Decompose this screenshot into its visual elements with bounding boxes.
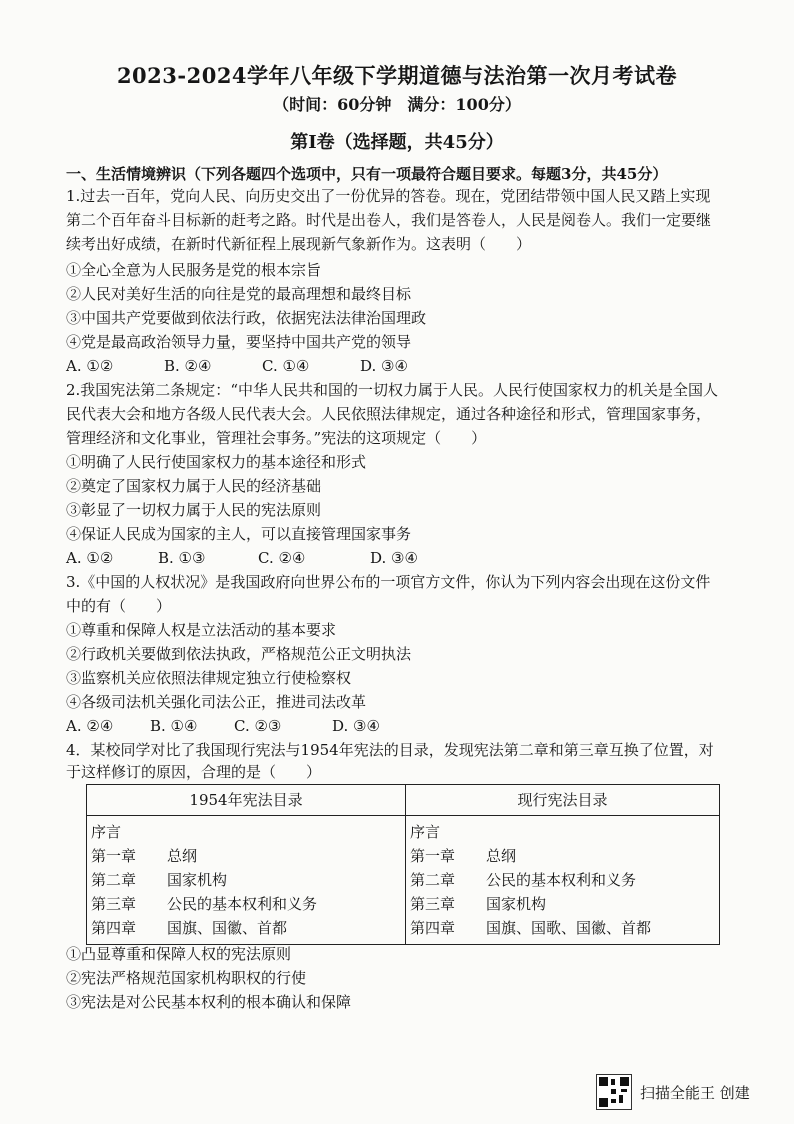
- q1-options: [66, 356, 408, 376]
- table-row: 序言: [91, 823, 122, 841]
- q3-option-a[interactable]: A. ②④: [66, 717, 114, 735]
- table-row: 第三章 国家机构: [410, 895, 547, 913]
- q2-statement: ①明确了人民行使国家权力的基本途径和形式: [66, 453, 367, 471]
- q4-statement: ①凸显尊重和保障人权的宪法原则: [66, 945, 292, 963]
- q1-statement: ①全心全意为人民服务是党的根本宗旨: [66, 261, 322, 279]
- q2-options: [66, 548, 418, 568]
- table-row: 第四章 国旗、国徽、首都: [91, 919, 288, 937]
- q1-stem-line: 第二个百年奋斗目标新的赶考之路。时代是出卷人，我们是答卷人，人民是阅卷人。我们一定要继: [66, 211, 712, 229]
- q1-stem-line: 续考出好成绩，在新时代新征程上展现新气象新作为。这表明（ ）: [66, 235, 532, 253]
- q1-option-a[interactable]: A. ①②: [66, 357, 114, 375]
- q1-statement: ②人民对美好生活的向往是党的最高理想和最终目标: [66, 285, 412, 303]
- q3-stem-line: 中的有（ ）: [66, 597, 172, 615]
- q3-statement: ④各级司法机关强化司法公正，推进司法改革: [66, 693, 367, 711]
- toc-1954-column: [87, 785, 406, 945]
- q2-stem-line: 2.我国宪法第二条规定：“中华人民共和国的一切权力属于人民。人民行使国家权力的机关是全国人: [66, 381, 718, 399]
- watermark-text: 扫描全能王 创建: [640, 1083, 750, 1102]
- q2-statement: ④保证人民成为国家的主人，可以直接管理国家事务: [66, 525, 412, 543]
- table-row: 第三章 公民的基本权利和义务: [91, 895, 318, 913]
- q3-option-b[interactable]: B. ①④: [150, 717, 198, 735]
- q4-stem-line: 于这样修订的原因，合理的是（ ）: [66, 763, 322, 781]
- q2-option-a[interactable]: A. ①②: [66, 549, 114, 567]
- q2-statement: ②奠定了国家权力属于人民的经济基础: [66, 477, 322, 495]
- table-row: 第二章 公民的基本权利和义务: [410, 871, 637, 889]
- constitution-toc-table: [86, 784, 720, 945]
- q3-statement: ③监察机关应依照法律规定独立行使检察权: [66, 669, 352, 687]
- q2-option-b[interactable]: B. ①③: [158, 549, 206, 567]
- q2-stem-line: 管理经济和文化事业，管理社会事务。”宪法的这项规定（ ）: [66, 429, 487, 447]
- table-row: 第二章 国家机构: [91, 871, 228, 889]
- exam-subtitle: （时间：60分钟 满分：100分）: [273, 95, 521, 114]
- toc-current-column: [406, 785, 720, 945]
- toc-current-header: 现行宪法目录: [406, 785, 719, 816]
- qr-code-icon: [596, 1074, 632, 1110]
- q3-option-d[interactable]: D. ③④: [332, 717, 380, 735]
- toc-1954-header: 1954年宪法目录: [87, 785, 405, 816]
- part-heading: 第Ⅰ卷（选择题，共45分）: [290, 132, 504, 153]
- q4-statement: ③宪法是对公民基本权利的根本确认和保障: [66, 993, 352, 1011]
- q1-option-c[interactable]: C. ①④: [262, 357, 310, 375]
- table-row: 第四章 国旗、国歌、国徽、首都: [410, 919, 652, 937]
- q3-stem-line: 3.《中国的人权状况》是我国政府向世界公布的一项官方文件，你认为下列内容会出现在这份文件: [66, 573, 711, 591]
- q1-option-d[interactable]: D. ③④: [360, 357, 408, 375]
- q3-statement: ②行政机关要做到依法执政，严格规范公正文明执法: [66, 645, 412, 663]
- q2-option-d[interactable]: D. ③④: [370, 549, 418, 567]
- q3-option-c[interactable]: C. ②③: [234, 717, 282, 735]
- q1-statement: ④党是最高政治领导力量，要坚持中国共产党的领导: [66, 333, 412, 351]
- table-row: 第一章 总纲: [91, 847, 198, 865]
- q2-stem-line: 民代表大会和地方各级人民代表大会。人民依照法律规定，通过各种途径和形式，管理国家事务，: [66, 405, 712, 423]
- scanner-watermark: [596, 1074, 750, 1110]
- q2-option-c[interactable]: C. ②④: [258, 549, 306, 567]
- q1-statement: ③中国共产党要做到依法行政，依据宪法法律治国理政: [66, 309, 427, 327]
- q3-statement: ①尊重和保障人权是立法活动的基本要求: [66, 621, 337, 639]
- q4-statement: ②宪法严格规范国家机构职权的行使: [66, 969, 307, 987]
- exam-title: 2023-2024学年八年级下学期道德与法治第一次月考试卷: [116, 63, 678, 88]
- table-row: 序言: [410, 823, 441, 841]
- q3-options: [66, 716, 380, 736]
- q1-stem-line: 1.过去一百年，党向人民、向历史交出了一份优异的答卷。现在，党团结带领中国人民又踏上实现: [66, 187, 711, 205]
- section-heading: 一、生活情境辨识（下列各题四个选项中，只有一项最符合题目要求。每题3分，共45分）: [66, 165, 668, 183]
- q1-option-b[interactable]: B. ②④: [164, 357, 212, 375]
- q4-stem-line: 4．某校同学对比了我国现行宪法与1954年宪法的目录，发现宪法第二章和第三章互换了位置，对: [66, 741, 714, 759]
- table-row: 第一章 总纲: [410, 847, 517, 865]
- q2-statement: ③彰显了一切权力属于人民的宪法原则: [66, 501, 322, 519]
